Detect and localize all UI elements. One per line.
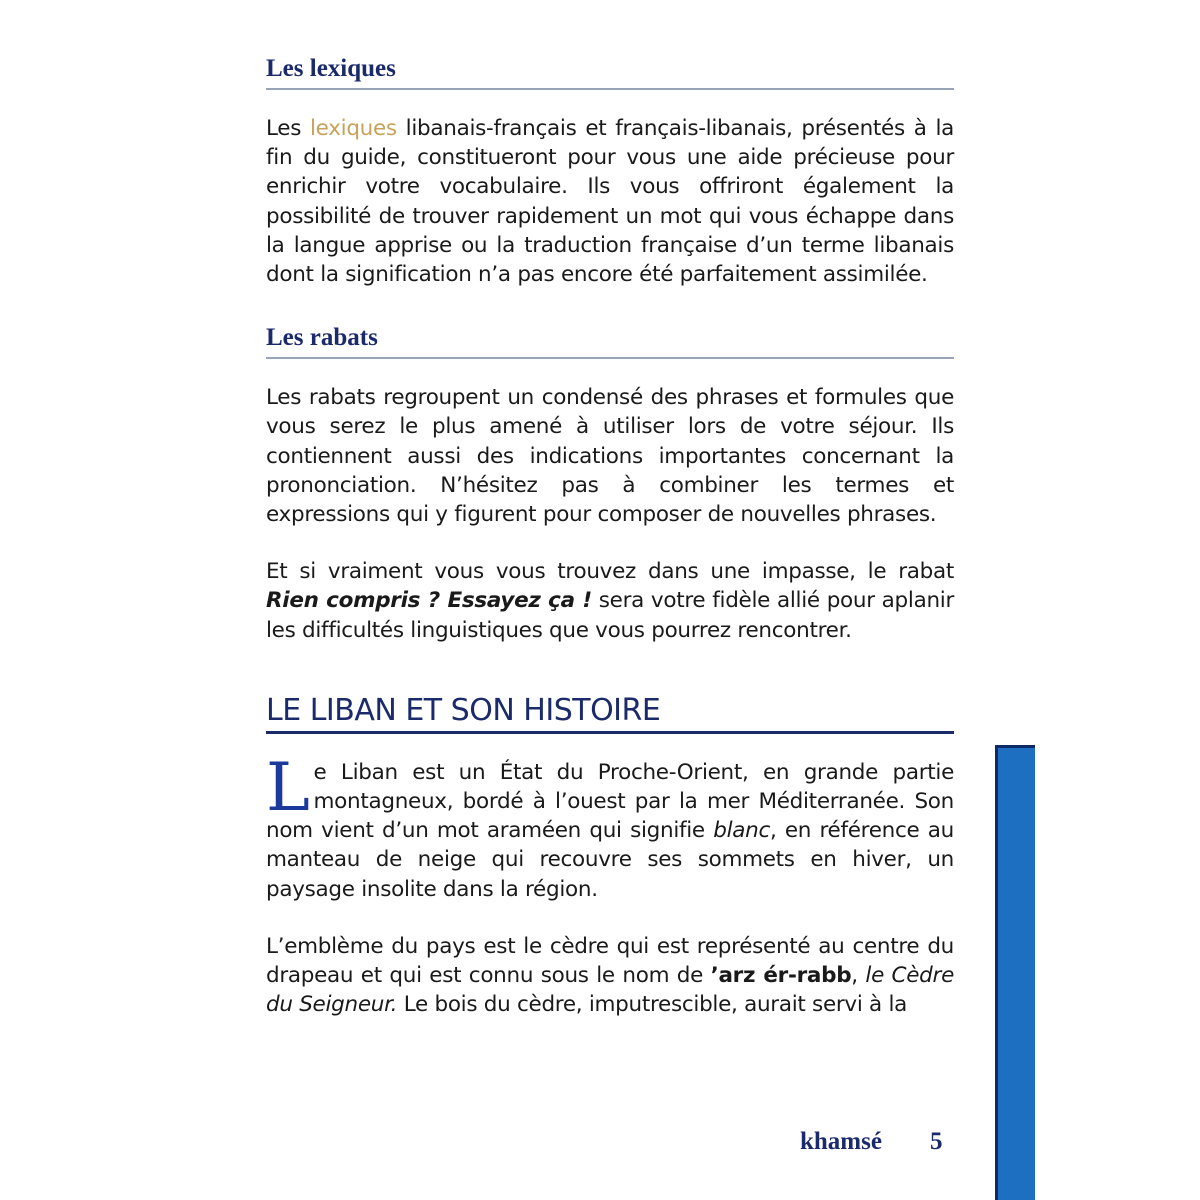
text: , <box>851 963 866 989</box>
text: , en référence au manteau de neige qui recouvre ses sommets en hiver, un paysage insolite dans la région. <box>266 818 954 902</box>
chapter-paragraph-1 <box>266 748 954 904</box>
paragraph-rabats-1: Les rabats regroupent un condensé des phrases et formules que vous serez le plus amené à utiliser lors de votre séjour. Ils contiennent aussi des indications importantes concernant la prononciation. N’hésitez pas à combiner les termes et expressions qui y figurent pour composer de nouvelles phrases. <box>266 385 954 528</box>
page-number: 5 <box>929 1128 943 1155</box>
section-heading-rabats: Les rabats <box>266 321 954 359</box>
footer-word: khamsé <box>800 1128 882 1155</box>
text: Et si vraiment vous vous trouvez dans une impasse, le rabat <box>266 559 954 585</box>
text: Le bois du cèdre, imputrescible, aurait servi à la <box>397 992 908 1018</box>
text: L’emblème du pays est le cèdre qui est représenté au centre du drapeau et qui est connu sous le nom de <box>266 933 954 989</box>
bold-term: ’arz ér-rabb <box>710 963 852 989</box>
chapter-side-tab <box>995 745 1035 1200</box>
text: Les <box>266 116 310 141</box>
rabat-title: Rien compris ? Essayez ça ! <box>266 588 592 614</box>
page-content <box>266 52 954 1019</box>
text: libanais-français et français-libanais, présentés à la fin du guide, constitueront pour vous une aide précieuse pour enrichir votre vocabulaire. Ils vous offriront également la possibilité de trouver rapidement un mot qui vous échappe dans la langue apprise ou la traduction française d’un terme libanais dont la signification n’a pas encore été parfaitement assimilée. <box>266 116 955 288</box>
italic-term: le Cèdre du Seigneur. <box>266 963 954 1018</box>
text: sera votre fidèle allié pour aplanir les difficultés linguistiques que vous pourrez rencontrer. <box>266 588 954 643</box>
paragraph-lexiques <box>266 114 954 289</box>
section-heading-lexiques: Les lexiques <box>266 52 954 90</box>
drop-cap: L <box>266 748 310 826</box>
page-footer <box>800 1128 942 1156</box>
chapter-title: LE LIBAN ET SON HISTOIRE <box>266 691 954 734</box>
text: e Liban est un État du Proche-Orient, en grande partie montagneux, bordé à l’ouest par la mer Méditerranée. Son nom vient d’un mot araméen qui signifie <box>266 759 954 844</box>
paragraph-rabats-2 <box>266 557 954 645</box>
chapter-paragraph-2 <box>266 932 954 1020</box>
highlight-word: lexiques <box>310 116 397 141</box>
italic-word: blanc <box>713 818 770 844</box>
